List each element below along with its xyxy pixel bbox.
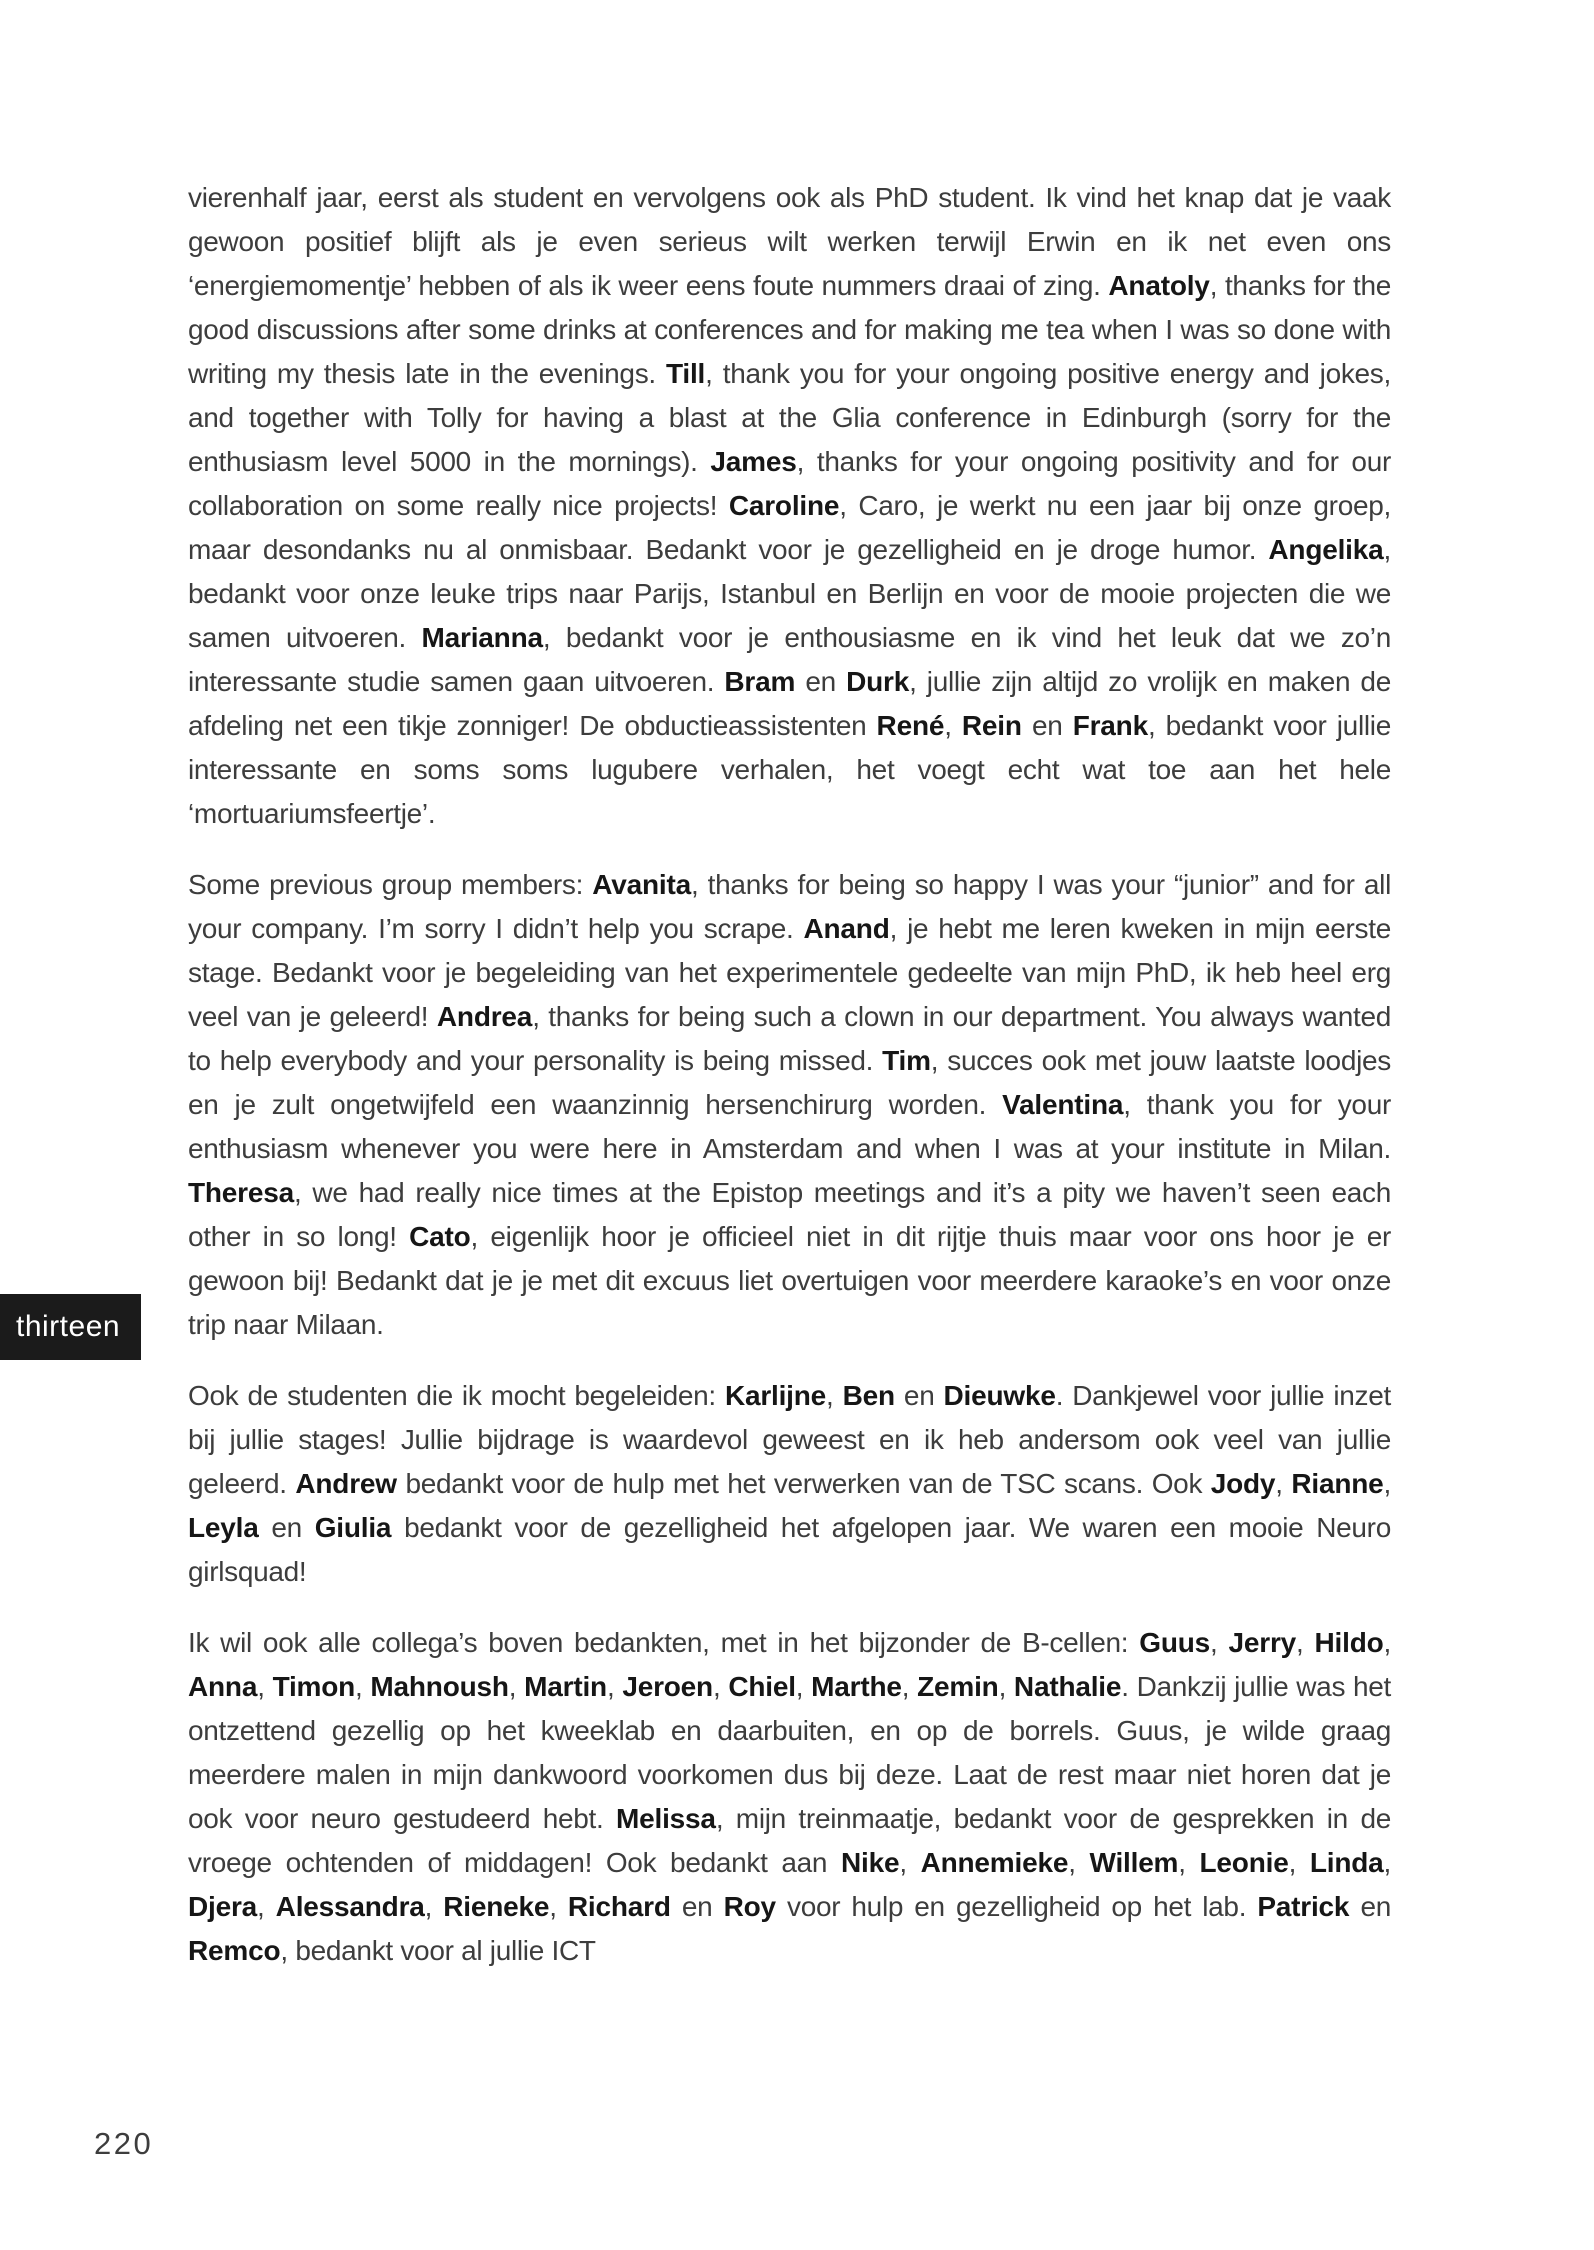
- text-run: en: [894, 1380, 944, 1411]
- person-name: Cato: [409, 1221, 471, 1252]
- person-name: Ben: [842, 1380, 895, 1411]
- text-run: en: [1349, 1891, 1391, 1922]
- person-name: Jody: [1210, 1468, 1276, 1499]
- paragraph: [188, 863, 1391, 1347]
- person-name: Zemin: [917, 1671, 999, 1702]
- text-run: ,: [257, 1671, 273, 1702]
- person-name: Annemieke: [920, 1847, 1069, 1878]
- person-name: Rieneke: [443, 1891, 550, 1922]
- text-run: ,: [257, 1891, 276, 1922]
- text-run: , mijn treinmaatje, bedankt voor de gesprekken in de vroege ochtenden of middagen! Ook bedankt aan: [188, 1803, 1391, 1878]
- person-name: Nike: [840, 1847, 900, 1878]
- person-name: Marianna: [421, 622, 543, 653]
- text-run: ,: [1178, 1847, 1200, 1878]
- text-run: voor hulp en gezelligheid op het lab.: [775, 1891, 1258, 1922]
- person-name: Willem: [1089, 1847, 1179, 1878]
- person-name: Djera: [188, 1891, 258, 1922]
- text-run: , thanks for being such a clown in our department. You always wanted to help everybody and your personality is being missed.: [188, 1001, 1391, 1076]
- person-name: Marthe: [811, 1671, 902, 1702]
- person-name: Chiel: [728, 1671, 796, 1702]
- person-name: Giulia: [314, 1512, 392, 1543]
- text-run: ,: [1275, 1468, 1292, 1499]
- text-run: , Caro, je werkt nu een jaar bij onze groep, maar desondanks nu al onmisbaar. Bedankt voor je gezelligheid en je droge humor.: [188, 490, 1391, 565]
- text-run: , eigenlijk hoor je officieel niet in dit rijtje thuis maar voor ons hoor je er gewoon bij! Bedankt dat je je met dit excuus liet overtuigen voor meerdere karaoke’s en voor onze trip naar Milaan.: [188, 1221, 1391, 1340]
- text-run: ,: [1210, 1627, 1229, 1658]
- text-run: Ook de studenten die ik mocht begeleiden:: [188, 1380, 725, 1411]
- paragraph: [188, 1374, 1391, 1594]
- text-run: , bedankt voor jullie interessante en soms soms lugubere verhalen, het voegt echt wat toe aan het hele ‘mortuariumsfeertje’.: [188, 710, 1391, 829]
- text-run: en: [670, 1891, 724, 1922]
- person-name: Angelika: [1268, 534, 1384, 565]
- text-run: , we had really nice times at the Epistop meetings and it’s a pity we haven’t seen each other in so long!: [188, 1177, 1391, 1252]
- person-name: Andrew: [295, 1468, 397, 1499]
- text-run: ,: [712, 1671, 729, 1702]
- chapter-tab-thirteen: [0, 1294, 141, 1360]
- text-run: ,: [606, 1671, 623, 1702]
- text-run: Some previous group members:: [188, 869, 593, 900]
- text-run: vierenhalf jaar, eerst als student en vervolgens ook als PhD student. Ik vind het knap dat je vaak gewoon positief blijft als je even serieus wilt werken terwijl Erwin en ik net even ons ‘energiemomentje’ hebben of als ik weer eens foute nummers draai of zing.: [188, 182, 1391, 301]
- person-name: Till: [666, 358, 706, 389]
- person-name: Jeroen: [622, 1671, 713, 1702]
- text-run: , jullie zijn altijd zo vrolijk en maken de afdeling net een tikje zonniger! De obductieassistenten: [188, 666, 1391, 741]
- text-run: , bedankt voor al jullie ICT: [280, 1935, 596, 1966]
- text-run: , thank you for your enthusiasm whenever you were here in Amsterdam and when I was at your institute in Milan.: [188, 1089, 1391, 1164]
- text-run: ,: [1383, 1627, 1392, 1658]
- text-run: ,: [508, 1671, 525, 1702]
- person-name: Richard: [567, 1891, 671, 1922]
- person-name: Dieuwke: [943, 1380, 1056, 1411]
- text-run: bedankt voor de gezelligheid het afgelopen jaar. We waren een mooie Neuro girlsquad!: [188, 1512, 1391, 1587]
- text-run: ,: [998, 1671, 1014, 1702]
- person-name: Anand: [803, 913, 890, 944]
- text-run: ,: [1383, 1847, 1391, 1878]
- text-run: ,: [424, 1891, 444, 1922]
- text-run: , bedankt voor onze leuke trips naar Parijs, Istanbul en Berlijn en voor de mooie projecten die we samen uitvoeren.: [188, 534, 1391, 653]
- text-run: ,: [944, 710, 962, 741]
- person-name: James: [710, 446, 797, 477]
- person-name: Mahnoush: [370, 1671, 509, 1702]
- text-run: , thanks for the good discussions after some drinks at conferences and for making me tea when I was so done with writing my thesis late in the evenings.: [188, 270, 1391, 389]
- person-name: Frank: [1072, 710, 1148, 741]
- text-run: ,: [901, 1671, 918, 1702]
- text-run: ,: [1068, 1847, 1090, 1878]
- chapter-tab-label: thirteen: [16, 1310, 121, 1343]
- person-name: Patrick: [1257, 1891, 1350, 1922]
- person-name: Timon: [272, 1671, 356, 1702]
- person-name: Tim: [882, 1045, 931, 1076]
- text-run: en: [1021, 710, 1073, 741]
- person-name: Avanita: [592, 869, 692, 900]
- person-name: Nathalie: [1013, 1671, 1122, 1702]
- text-run: . Dankzij jullie was het ontzettend gezellig op het kweeklab en daarbuiten, en op de borrels. Guus, je wilde graag meerdere malen in mijn dankwoord voorkomen dus bij deze. Laat de rest maar niet horen dat je ook voor neuro gestudeerd hebt.: [188, 1671, 1392, 1834]
- text-run: , thanks for being so happy I was your “junior” and for all your company. I’m sorry I didn’t help you scrape.: [188, 869, 1391, 944]
- person-name: Hildo: [1314, 1627, 1384, 1658]
- text-run: ,: [1288, 1847, 1310, 1878]
- text-run: ,: [355, 1671, 371, 1702]
- paragraph: [188, 176, 1391, 836]
- person-name: Durk: [846, 666, 910, 697]
- acknowledgements-text: [188, 176, 1391, 1973]
- text-run: ,: [899, 1847, 921, 1878]
- text-run: , thanks for your ongoing positivity and for our collaboration on some really nice projects!: [188, 446, 1392, 521]
- text-run: Ik wil ook alle collega’s boven bedankten, met in het bijzonder de B-cellen:: [188, 1627, 1140, 1658]
- person-name: Theresa: [188, 1177, 294, 1208]
- person-name: Melissa: [616, 1803, 716, 1834]
- person-name: Leonie: [1199, 1847, 1289, 1878]
- text-run: ,: [1383, 1468, 1391, 1499]
- person-name: Rianne: [1291, 1468, 1384, 1499]
- page-number: 220: [94, 2126, 154, 2161]
- text-run: , je hebt me leren kweken in mijn eerste stage. Bedankt voor je begeleiding van het experimentele gedeelte van mijn PhD, ik heb heel erg veel van je geleerd!: [188, 913, 1391, 1032]
- person-name: Jerry: [1228, 1627, 1297, 1658]
- person-name: Valentina: [1002, 1089, 1124, 1120]
- person-name: Rein: [961, 710, 1022, 741]
- person-name: Guus: [1139, 1627, 1211, 1658]
- person-name: René: [876, 710, 945, 741]
- person-name: Anna: [188, 1671, 258, 1702]
- text-run: ,: [1296, 1627, 1315, 1658]
- text-run: bedankt voor de hulp met het verwerken van de TSC scans. Ook: [396, 1468, 1211, 1499]
- text-run: ,: [795, 1671, 812, 1702]
- person-name: Anatoly: [1108, 270, 1210, 301]
- text-run: , thank you for your ongoing positive energy and jokes, and together with Tolly for having a blast at the Glia conference in Edinburgh (sorry for the enthusiasm level 5000 in the mornings).: [188, 358, 1391, 477]
- person-name: Linda: [1309, 1847, 1384, 1878]
- person-name: Karlijne: [724, 1380, 827, 1411]
- text-run: , bedankt voor je enthousiasme en ik vind het leuk dat we zo’n interessante studie samen gaan uitvoeren.: [188, 622, 1391, 697]
- text-run: , succes ook met jouw laatste loodjes en je zult ongetwijfeld een waanzinnig hersenchirurg worden.: [188, 1045, 1391, 1120]
- text-run: . Dankjewel voor jullie inzet bij jullie stages! Jullie bijdrage is waardevol geweest en ik heb andersom ook veel van jullie geleerd.: [188, 1380, 1391, 1499]
- person-name: Leyla: [188, 1512, 259, 1543]
- text-run: ,: [549, 1891, 568, 1922]
- person-name: Alessandra: [275, 1891, 425, 1922]
- person-name: Bram: [724, 666, 796, 697]
- person-name: Remco: [188, 1935, 281, 1966]
- paragraph: [188, 1621, 1391, 1973]
- person-name: Martin: [524, 1671, 607, 1702]
- person-name: Andrea: [436, 1001, 533, 1032]
- text-run: en: [258, 1512, 315, 1543]
- text-run: en: [795, 666, 847, 697]
- person-name: Caroline: [728, 490, 840, 521]
- person-name: Roy: [723, 1891, 776, 1922]
- text-run: ,: [826, 1380, 843, 1411]
